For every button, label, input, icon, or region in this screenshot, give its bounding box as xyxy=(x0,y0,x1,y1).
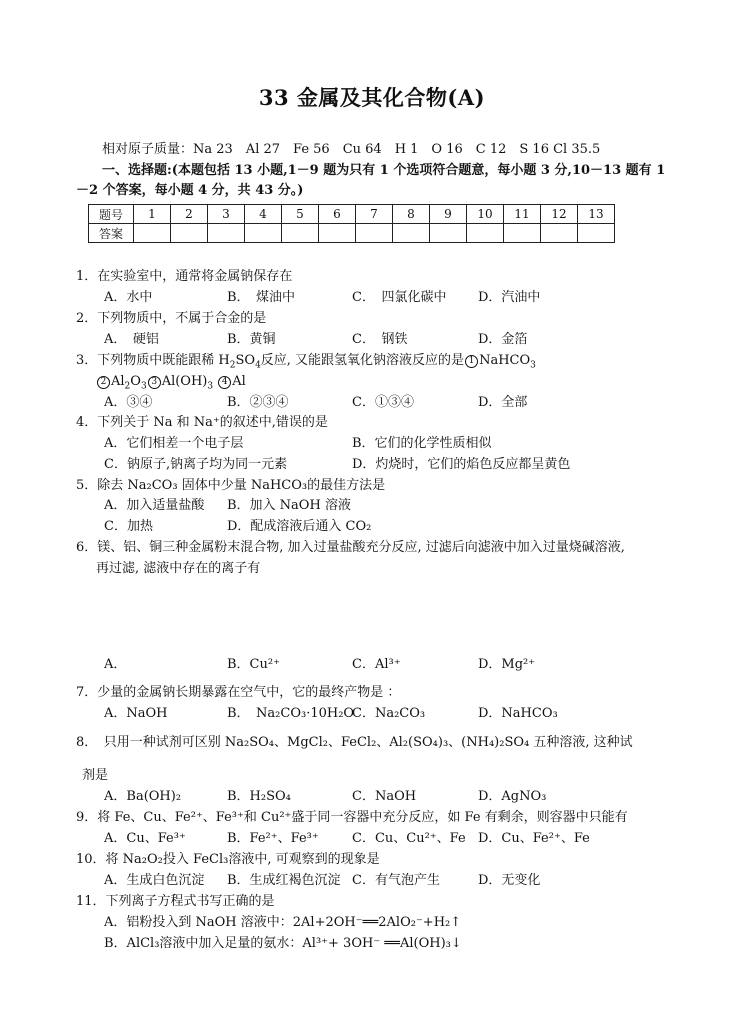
circled-1: 1 xyxy=(465,355,478,368)
answer-table-number-row xyxy=(89,205,615,224)
q1-option-a: A．水中 xyxy=(104,290,153,305)
q8-option-a: A．Ba(OH)₂ xyxy=(104,789,182,804)
page-title: 33 金属及其化合物(A) xyxy=(258,85,486,110)
q3-option-b: B．②③④ xyxy=(227,395,289,410)
q6-option-c: C．Al³⁺ xyxy=(352,657,401,672)
question-8-stem: 8． 只用一种试剂可区别 Na₂SO₄、MgCl₂、FeCl₂、Al₂(SO₄)₃、(NH₄)₂SO₄ 五种溶液, 这种试 xyxy=(76,735,633,750)
q10-option-c: C．有气泡产生 xyxy=(352,873,440,888)
q11-option-b: B．AlCl₃溶液中加入足量的氨水：Al³⁺+ 3OH⁻ ══Al(OH)₃↓ xyxy=(104,936,462,951)
answer-cell[interactable] xyxy=(541,224,578,243)
table-number: 7 xyxy=(356,205,393,224)
circled-3: 3 xyxy=(148,376,161,389)
q1-option-b: B． 煤油中 xyxy=(227,290,296,305)
section-heading-line1: 一、选择题:(本题包括 13 小题,1－9 题为只有 1 个选项符合题意，每小题 3 分,10－13 题有 1 xyxy=(102,163,666,178)
answer-cell[interactable] xyxy=(134,224,171,243)
q9-option-d: D．Cu、Fe²⁺、Fe xyxy=(478,831,590,846)
section-heading-line2: －2 个答案，每小题 4 分，共 43 分。) xyxy=(76,183,304,198)
q6-option-a: A． xyxy=(104,657,127,672)
q9-option-b: B．Fe²⁺、Fe³⁺ xyxy=(227,831,319,846)
table-number: 4 xyxy=(245,205,282,224)
table-number: 9 xyxy=(430,205,467,224)
table-number: 8 xyxy=(393,205,430,224)
q4-option-b: B．它们的化学性质相似 xyxy=(352,436,492,451)
question-10-stem: 10．将 Na₂O₂投入 FeCl₃溶液中, 可观察到的现象是 xyxy=(76,852,380,867)
q10-option-d: D．无变化 xyxy=(478,873,541,888)
table-answer-label: 答案 xyxy=(89,224,134,243)
table-number: 13 xyxy=(578,205,615,224)
q7-option-d: D．NaHCO₃ xyxy=(478,706,558,721)
answer-cell[interactable] xyxy=(245,224,282,243)
table-number: 11 xyxy=(504,205,541,224)
q10-option-b: B．生成红褐色沉淀 xyxy=(227,873,341,888)
table-number: 1 xyxy=(134,205,171,224)
q7-option-b: B． Na₂CO₃·10H₂O xyxy=(227,706,355,721)
question-3-stem: 3．下列物质中既能跟稀 $H_2SO_4$反应, 又能跟氢氧化钠溶液反应的是 1 NaHCO$_3$ xyxy=(76,353,536,371)
question-4-stem: 4．下列关于 Na 和 Na⁺的叙述中,错误的是 xyxy=(76,415,328,430)
q4-option-a: A．它们相差一个电子层 xyxy=(104,436,244,451)
q2-option-d: D．金箔 xyxy=(478,332,528,347)
q1-option-d: D．汽油中 xyxy=(478,290,541,305)
table-number: 2 xyxy=(171,205,208,224)
question-3-items: 2 $Al_2O_3$ 3 $Al(OH)_3$ 4 Al xyxy=(96,373,246,391)
q9-option-c: C．Cu、Cu²⁺、Fe xyxy=(352,831,466,846)
q4-option-c: C．钠原子,钠离子均为同一元素 xyxy=(104,457,288,472)
answer-cell[interactable] xyxy=(171,224,208,243)
table-number: 5 xyxy=(282,205,319,224)
q5-option-b: B．加入 NaOH 溶液 xyxy=(227,498,351,513)
question-11-stem: 11．下列离子方程式书写正确的是 xyxy=(76,894,275,909)
answer-table-answer-row xyxy=(89,224,615,243)
question-7-stem: 7．少量的金属钠长期暴露在空气中，它的最终产物是 ： xyxy=(76,685,401,700)
question-5-stem: 5．除去 Na₂CO₃ 固体中少量 NaHCO₃的最佳方法是 xyxy=(76,478,386,493)
q6-option-d: D．Mg²⁺ xyxy=(478,657,536,672)
q1-option-c: C． 四氯化碳中 xyxy=(352,290,447,305)
circled-2: 2 xyxy=(97,376,110,389)
q2-option-a: A． 硬铝 xyxy=(104,332,159,347)
answer-table xyxy=(88,204,615,243)
question-1-stem: 1．在实验室中，通常将金属钠保存在 xyxy=(76,269,293,284)
answer-cell[interactable] xyxy=(282,224,319,243)
q7-option-c: C．Na₂CO₃ xyxy=(352,706,426,721)
q5-option-a: A．加入适量盐酸 xyxy=(104,498,205,513)
q5-option-c: C．加热 xyxy=(104,519,153,534)
answer-cell[interactable] xyxy=(504,224,541,243)
table-number: 6 xyxy=(319,205,356,224)
q8-option-c: C．NaOH xyxy=(352,789,417,804)
answer-cell[interactable] xyxy=(467,224,504,243)
table-header-label: 题号 xyxy=(89,205,134,224)
question-9-stem: 9．将 Fe、Cu、Fe²⁺、Fe³⁺和 Cu²⁺盛于同一容器中充分反应，如 Fe 有剩余，则容器中只能有 xyxy=(76,810,628,825)
q6-option-b: B．Cu²⁺ xyxy=(227,657,280,672)
q8-option-b: B．H₂SO₄ xyxy=(227,789,291,804)
q8-option-d: D．AgNO₃ xyxy=(478,789,547,804)
question-8-stem-line2: 剂是 xyxy=(82,768,109,783)
question-2-stem: 2．下列物质中，不属于合金的是 xyxy=(76,311,267,326)
q4-option-d: D．灼烧时，它们的焰色反应都呈黄色 xyxy=(352,457,571,472)
circled-4: 4 xyxy=(218,376,231,389)
answer-cell[interactable] xyxy=(393,224,430,243)
q9-option-a: A．Cu、Fe³⁺ xyxy=(104,831,186,846)
q5-option-d: D．配成溶液后通入 CO₂ xyxy=(227,519,372,534)
q11-option-a: A．铝粉投入到 NaOH 溶液中：2Al+2OH⁻══2AlO₂⁻+H₂↑ xyxy=(104,915,462,930)
q2-option-b: B．黄铜 xyxy=(227,332,276,347)
answer-cell[interactable] xyxy=(208,224,245,243)
answer-cell[interactable] xyxy=(430,224,467,243)
q3-option-d: D．全部 xyxy=(478,395,528,410)
question-6-stem-line1: 6．镁、铝、铜三种金属粉末混合物, 加入过量盐酸充分反应, 过滤后向滤液中加入过量烧碱溶液, xyxy=(76,540,625,555)
answer-cell[interactable] xyxy=(578,224,615,243)
q3-option-c: C．①③④ xyxy=(352,395,414,410)
q10-option-a: A．生成白色沉淀 xyxy=(104,873,205,888)
q2-option-c: C． 钢铁 xyxy=(352,332,408,347)
answer-cell[interactable] xyxy=(319,224,356,243)
atomic-masses: 相对原子质量：Na 23 Al 27 Fe 56 Cu 64 H 1 O 16 C 12 S 16 Cl 35.5 xyxy=(102,142,601,157)
question-6-stem-line2: 再过滤, 滤液中存在的离子有 xyxy=(96,561,261,576)
q3-option-a: A．③④ xyxy=(104,395,153,410)
q7-option-a: A．NaOH xyxy=(104,706,168,721)
table-number: 3 xyxy=(208,205,245,224)
table-number: 10 xyxy=(467,205,504,224)
answer-cell[interactable] xyxy=(356,224,393,243)
table-number: 12 xyxy=(541,205,578,224)
